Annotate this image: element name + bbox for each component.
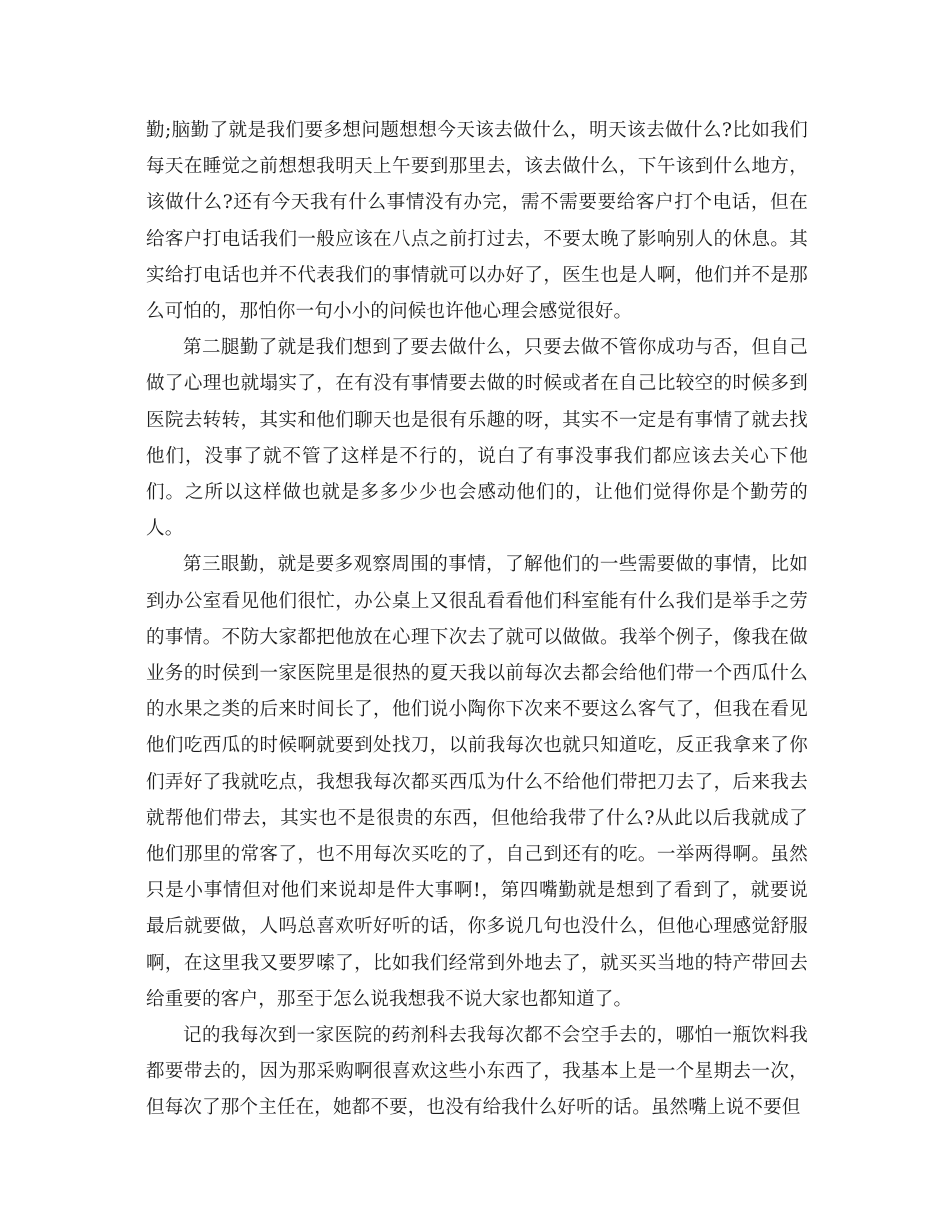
paragraph-leg-diligence: 第二腿勤了就是我们想到了要去做什么，只要去做不管你成功与否，但自己做了心理也就塌实了，在有没有事情要去做的时候或者在自己比较空的时候多到医院去转转，其实和他们聊天也是很有乐趣的呀，其实不一定是有事情了就去找他们，没事了就不管了这样是不行的，说白了有事没事我们都应该去关心下他们。之所以这样做也就是多多少少也会感动他们的，让他们觉得你是个勤劳的人。 — [146, 337, 808, 540]
paragraph-pharmacy-story: 记的我每次到一家医院的药剂科去我每次都不会空手去的，哪怕一瓶饮料我都要带去的，因为那采购啊很喜欢这些小东西了，我基本上是一个星期去一次，但每次了那个主任在，她都不要，也没有给我什么好听的话。虽然嘴上说不要但 — [146, 1025, 808, 1119]
document-body — [146, 113, 808, 1127]
paragraph-brain-diligence: 勤;脑勤了就是我们要多想问题想想今天该去做什么，明天该去做什么?比如我们每天在睡觉之前想想我明天上午要到那里去，该去做什么，下午该到什么地方，该做什么?还有今天我有什么事情没有办完，需不需要要给客户打个电话，但在给客户打电话我们一般应该在八点之前打过去，不要太晚了影响别人的休息。其实给打电话也并不代表我们的事情就可以办好了，医生也是人啊，他们并不是那么可怕的，那怕你一句小小的问候也许他心理会感觉很好。 — [146, 120, 808, 323]
paragraph-eye-diligence: 第三眼勤，就是要多观察周围的事情，了解他们的一些需要做的事情，比如到办公室看见他们很忙，办公桌上又很乱看看他们科室能有什么我们是举手之劳的事情。不防大家都把他放在心理下次去了就可以做做。我举个例子，像我在做业务的时侯到一家医院里是很热的夏天我以前每次去都会给他们带一个西瓜什么的水果之类的后来时间长了，他们说小陶你下次来不要这么客气了，但我在看见他们吃西瓜的时候啊就要到处找刀，以前我每次也就只知道吃，反正我拿来了你们弄好了我就吃点，我想我每次都买西瓜为什么不给他们带把刀去了，后来我去就帮他们带去，其实也不是很贵的东西，但他给我带了什么?从此以后我就成了他们那里的常客了，也不用每次买吃的了，自己到还有的吃。一举两得啊。虽然只是小事情但对他们来说却是件大事啊!，第四嘴勤就是想到了看到了，就要说最后就要做，人吗总喜欢听好听的话，你多说几句也没什么，但他心理感觉舒服啊，在这里我又要罗嗦了，比如我们经常到外地去了，就买买当地的特产带回去 给重要的客户，那至于怎么说我想我不说大家也都知道了。 — [146, 554, 808, 1010]
